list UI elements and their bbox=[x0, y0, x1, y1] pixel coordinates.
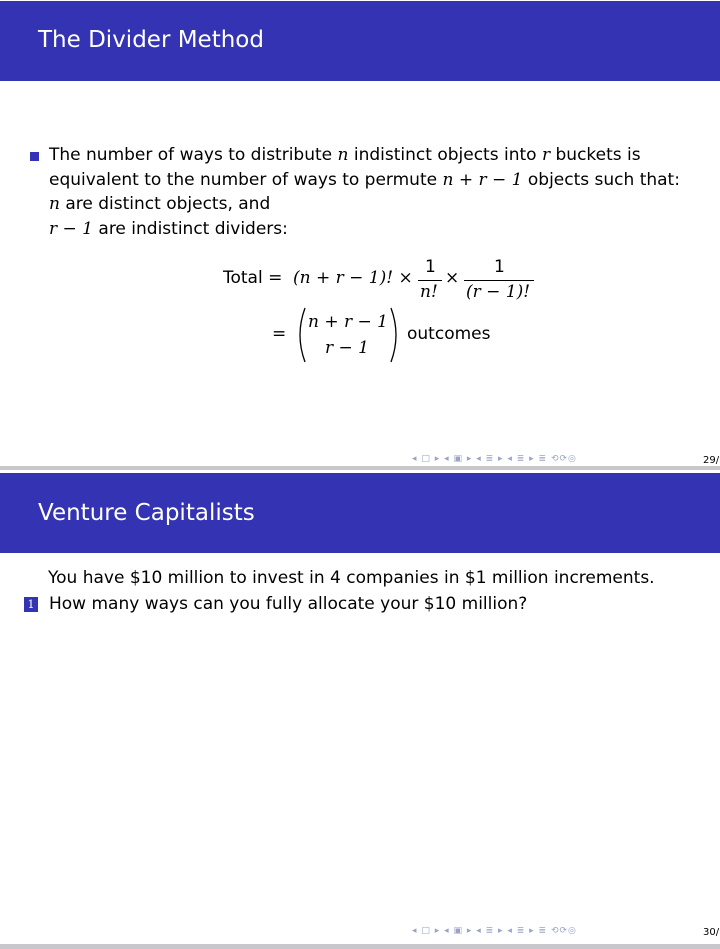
bullet-icon bbox=[30, 152, 39, 161]
bullet-line-1: The number of ways to distribute n indistinct objects into r buckets is bbox=[49, 145, 641, 165]
formula-eq-2: = bbox=[272, 324, 287, 344]
binomial-coefficient bbox=[295, 306, 401, 364]
intro-text: You have $10 million to invest in 4 companies in $1 million increments. bbox=[48, 568, 655, 588]
formula-outcomes: outcomes bbox=[407, 324, 491, 344]
page-number: 29/ bbox=[703, 455, 720, 466]
formula-times: × bbox=[445, 268, 460, 288]
bullet-line-4: r − 1 are indistinct dividers: bbox=[49, 218, 288, 239]
slide-divider-method bbox=[0, 0, 720, 470]
bullet-text bbox=[49, 143, 680, 241]
binomial-bottom: r − 1 bbox=[325, 338, 369, 358]
beamer-navigation[interactable]: ◂ □ ▸ ◂ ▣ ▸ ◂ ≣ ▸ ◂ ≣ ▸ ≣ ⟲⟳◎ bbox=[412, 454, 577, 464]
slide-title: Venture Capitalists bbox=[38, 500, 255, 526]
slide-venture-capitalists bbox=[0, 470, 720, 949]
fraction-1-over-n-factorial: 1 n! bbox=[418, 257, 442, 303]
slide-header bbox=[0, 1, 720, 81]
binomial-top: n + r − 1 bbox=[308, 312, 388, 332]
slide-header bbox=[0, 473, 720, 553]
enumerate-number-badge: 1 bbox=[24, 597, 38, 612]
slide-title: The Divider Method bbox=[38, 27, 264, 53]
beamer-navigation[interactable]: ◂ □ ▸ ◂ ▣ ▸ ◂ ≣ ▸ ◂ ≣ ▸ ≣ ⟲⟳◎ bbox=[412, 926, 577, 936]
formula-total-label: Total = bbox=[223, 268, 283, 288]
slide-bottom-bar bbox=[0, 944, 720, 949]
fraction-1-over-r-minus-1-factorial: 1 (r − 1)! bbox=[464, 257, 534, 303]
bullet-line-2: equivalent to the number of ways to permute n + r − 1 objects such that: bbox=[49, 169, 680, 190]
page-number: 30/ bbox=[703, 927, 720, 938]
question-text: How many ways can you fully allocate your $10 million? bbox=[49, 594, 528, 614]
bullet-line-3: n are distinct objects, and bbox=[49, 194, 271, 214]
formula-factorial: (n + r − 1)! × bbox=[293, 268, 413, 288]
